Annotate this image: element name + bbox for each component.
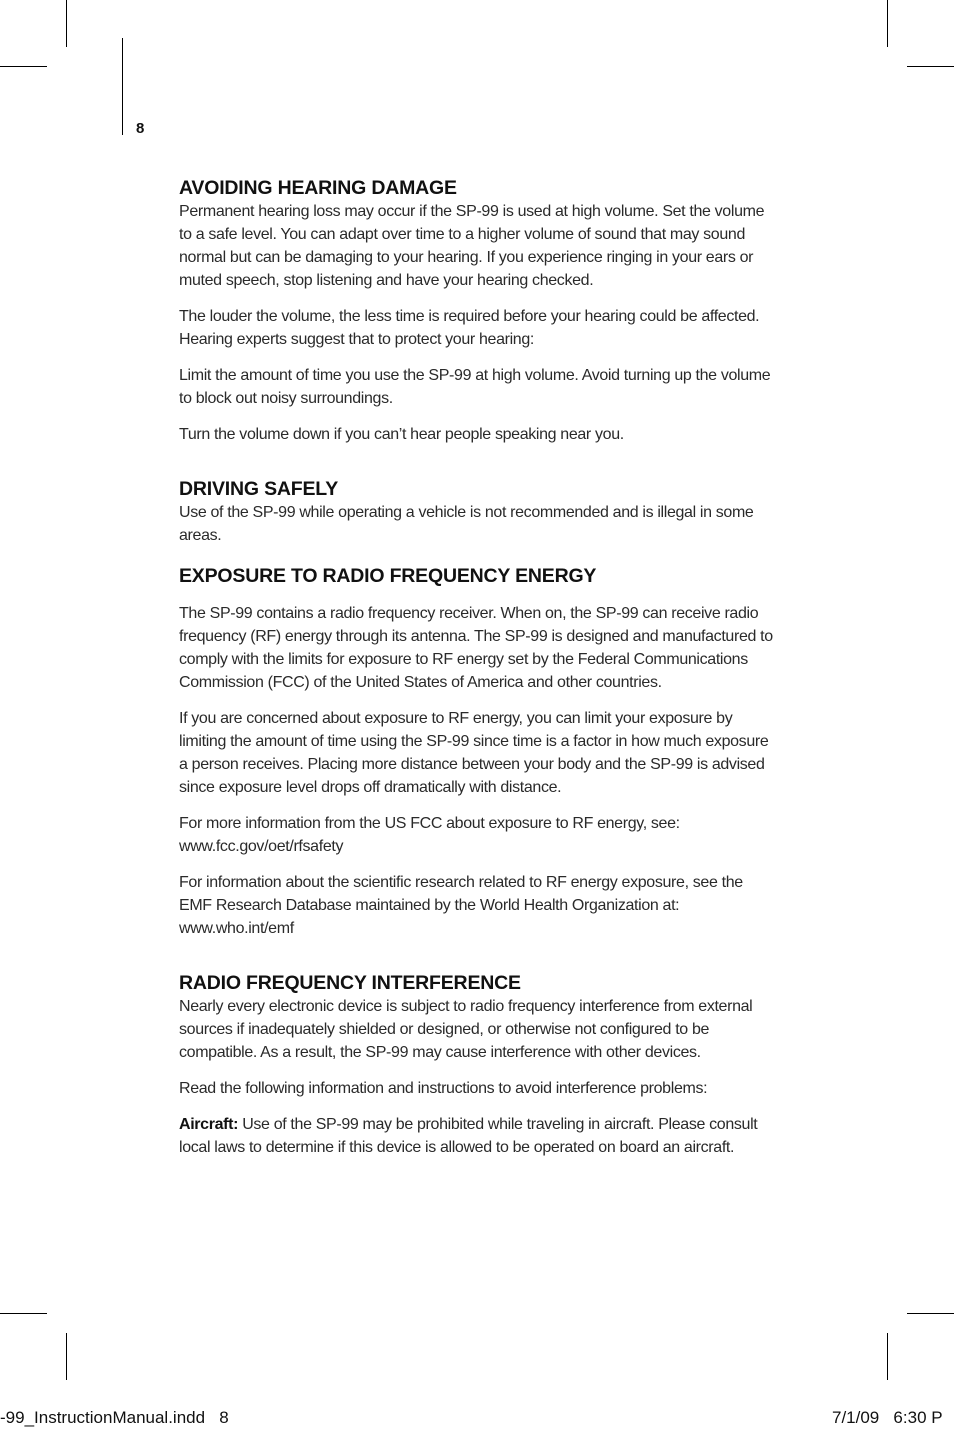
paragraph: The louder the volume, the less time is required before your hearing could be affected. Hearing experts suggest that to protect your hearing: <box>179 308 760 348</box>
heading-hearing: AVOIDING HEARING DAMAGE <box>179 177 457 199</box>
paragraph: Nearly every electronic device is subject to radio frequency interference from external sources if inadequately shielded or designed, or otherwise not configured to be compatible. As a result, the SP-99 may cause interference with other devices. <box>179 998 753 1061</box>
heading-driving: DRIVING SAFELY <box>179 478 339 500</box>
heading-rf-exposure: EXPOSURE TO RADIO FREQUENCY ENERGY <box>179 565 597 587</box>
page-number: 8 <box>136 120 145 137</box>
paragraph-aircraft <box>179 1113 773 1159</box>
crop-mark <box>0 66 47 67</box>
heading-rf-interference: RADIO FREQUENCY INTERFERENCE <box>179 972 521 994</box>
paragraph: Permanent hearing loss may occur if the SP-99 is used at high volume. Set the volume to a safe level. You can adapt over time to a higher volume of sound that may sound normal but can be damaging to your hearing. If you experience ringing in your ears or muted speech, stop listening and have your hearing checked. <box>179 203 765 289</box>
paragraph: Limit the amount of time you use the SP-99 at high volume. Avoid turning up the volume to block out noisy surroundings. <box>179 367 771 407</box>
paragraph: For more information from the US FCC about exposure to RF energy, see: www.fcc.gov/oet/rfsafety <box>179 815 680 855</box>
page-content <box>179 176 773 1159</box>
aircraft-text: Use of the SP-99 may be prohibited while traveling in aircraft. Please consult local laws to determine if this device is allowed to be operated on board an aircraft. <box>179 1116 758 1156</box>
page-edge-rule <box>122 38 123 135</box>
paragraph: If you are concerned about exposure to RF energy, you can limit your exposure by limiting the amount of time using the SP-99 since time is a factor in how much exposure a person receives. Placing more distance between your body and the SP-99 is advised since exposure level drops off dramatically with distance. <box>179 710 769 796</box>
crop-mark <box>887 0 888 47</box>
paragraph: For information about the scientific research related to RF energy exposure, see the EMF Research Database maintained by the World Health Organization at: www.who.int/emf <box>179 874 743 937</box>
paragraph: Turn the volume down if you can’t hear people speaking near you. <box>179 426 624 443</box>
aircraft-label: Aircraft: <box>179 1116 239 1133</box>
paragraph: Read the following information and instructions to avoid interference problems: <box>179 1080 708 1097</box>
crop-mark <box>907 66 954 67</box>
crop-mark <box>66 1333 67 1380</box>
paragraph: Use of the SP-99 while operating a vehicle is not recommended and is illegal in some areas. <box>179 504 754 544</box>
crop-mark <box>0 1313 47 1314</box>
slug-filename: -99_InstructionManual.indd 8 <box>0 1408 229 1427</box>
crop-mark <box>907 1313 954 1314</box>
slug-datetime: 7/1/09 6:30 P <box>832 1408 943 1427</box>
paragraph: The SP-99 contains a radio frequency receiver. When on, the SP-99 can receive radio frequency (RF) energy through its antenna. The SP-99 is designed and manufactured to comply with the limits for exposure to RF energy set by the Federal Communications Commission (FCC) of the United States of America and other countries. <box>179 605 773 691</box>
crop-mark <box>887 1333 888 1380</box>
crop-mark <box>66 0 67 47</box>
